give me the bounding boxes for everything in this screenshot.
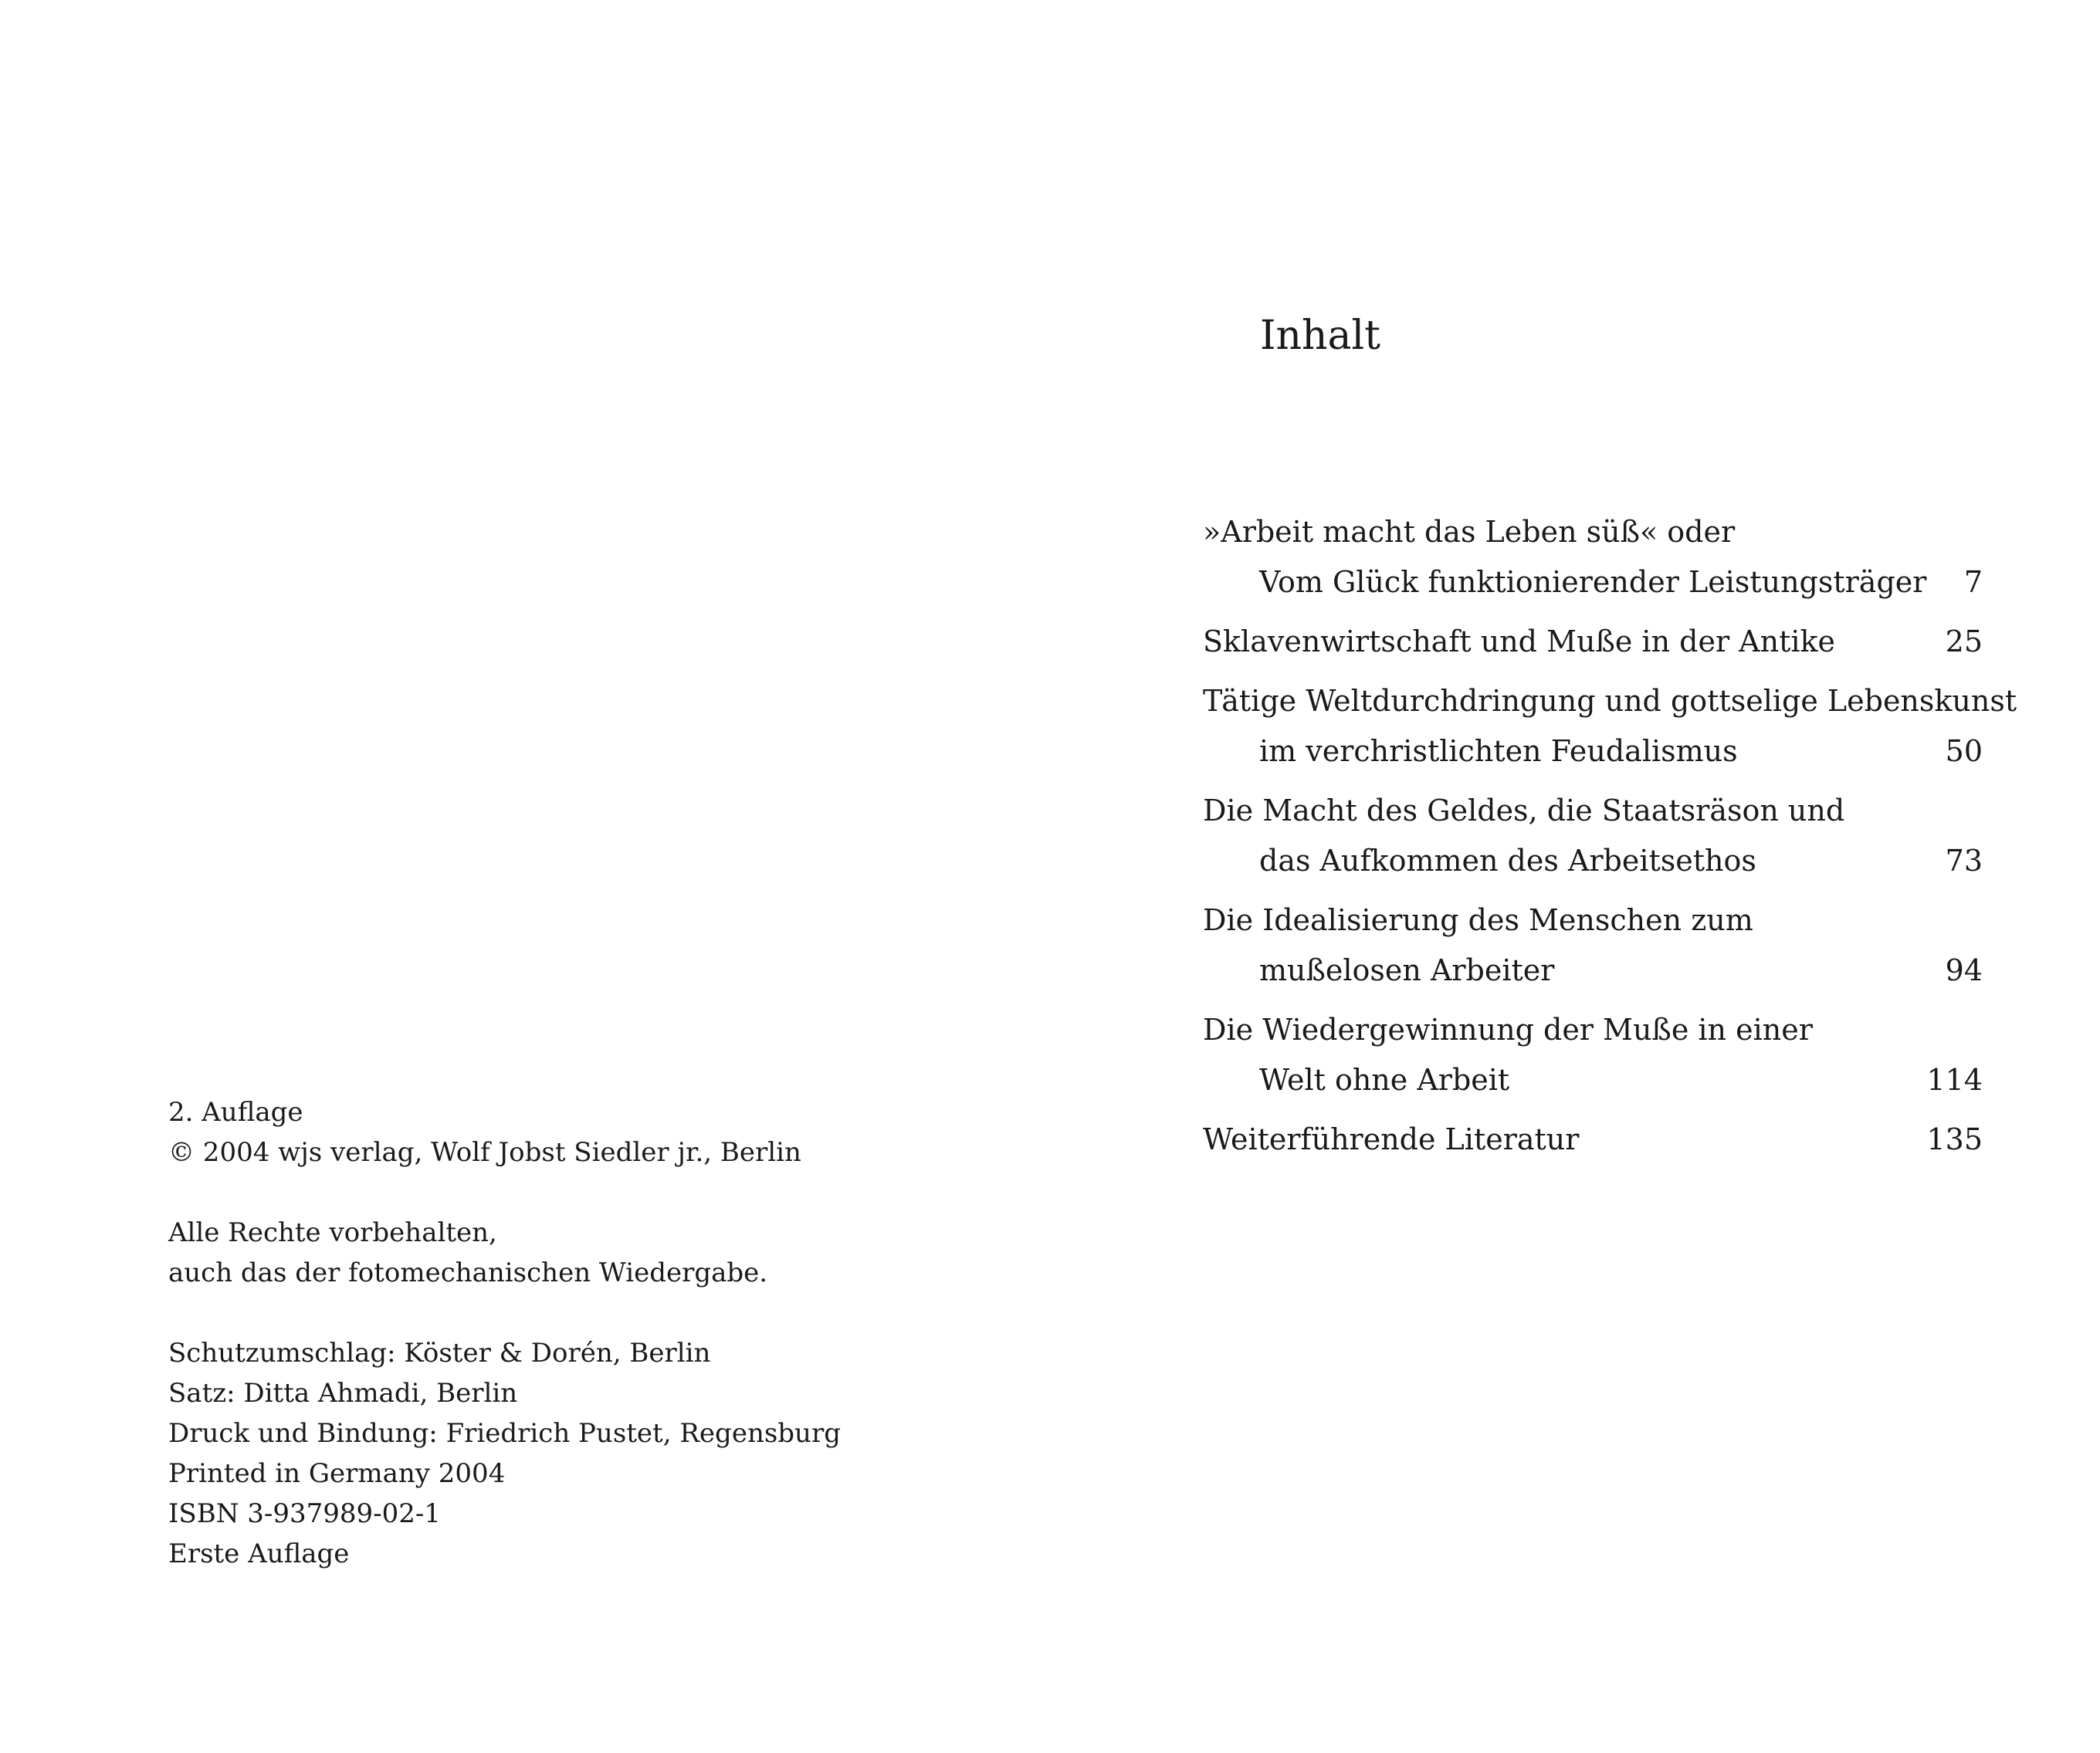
toc-entry[interactable] — [1203, 507, 1983, 607]
toc-entry[interactable] — [1203, 676, 2017, 777]
toc-entry-title: Weiterführende Literatur — [1203, 1122, 1580, 1156]
toc-entry-subtitle: Welt ohne Arbeit — [1259, 1063, 1510, 1097]
isbn-line: ISBN 3-937989-02-1 — [168, 1498, 442, 1529]
toc-entry[interactable] — [1203, 786, 1983, 886]
typesetting-credit: Satz: Ditta Ahmadi, Berlin — [168, 1378, 518, 1409]
toc-page-number: 7 — [1963, 565, 1983, 599]
imprint-page — [168, 1092, 863, 1574]
first-edition-line: Erste Auflage — [168, 1538, 350, 1569]
toc-title: Inhalt — [1260, 313, 1381, 359]
toc-entry[interactable] — [1203, 617, 1983, 667]
toc-entry[interactable] — [1203, 1005, 1983, 1105]
toc-entry-title: Die Idealisierung des Menschen zum — [1203, 903, 1753, 937]
rights-block — [168, 1213, 863, 1293]
cover-credit: Schutzumschlag: Köster & Dorén, Berlin — [168, 1338, 711, 1369]
toc-page-number: 50 — [1945, 734, 1983, 768]
toc-page-number: 73 — [1945, 844, 1983, 878]
toc-entry-subtitle: im verchristlichten Feudalismus — [1259, 734, 1738, 768]
copyright-line: © 2004 wjs verlag, Wolf Jobst Siedler jr., Berlin — [168, 1137, 801, 1168]
edition-line: 2. Auflage — [168, 1097, 303, 1128]
toc-page-number: 135 — [1926, 1122, 1983, 1156]
toc-entry-subtitle: mußelosen Arbeiter — [1259, 953, 1555, 987]
table-of-contents — [1203, 507, 2017, 1174]
toc-page-number: 114 — [1926, 1063, 1983, 1097]
toc-page-number: 94 — [1945, 953, 1983, 987]
toc-entry-title: Die Wiedergewinnung der Muße in einer — [1203, 1013, 1813, 1047]
toc-entry-title: Die Macht des Geldes, die Staatsräson und — [1203, 794, 1845, 827]
toc-entry-title: Tätige Weltdurchdringung und gottselige Lebenskunst — [1203, 684, 2017, 718]
rights-line: Alle Rechte vorbehalten, — [168, 1217, 497, 1248]
toc-entry-subtitle: das Aufkommen des Arbeitsethos — [1259, 844, 1756, 878]
printed-in-line: Printed in Germany 2004 — [168, 1458, 506, 1489]
toc-entry[interactable] — [1203, 895, 1983, 996]
edition-block — [168, 1092, 863, 1173]
toc-entry-title: Sklavenwirtschaft und Muße in der Antike — [1203, 624, 1836, 658]
toc-entry-title: »Arbeit macht das Leben süß« oder — [1203, 515, 1736, 549]
toc-page-number: 25 — [1945, 624, 1983, 658]
toc-entry-subtitle: Vom Glück funktionierender Leistungsträger — [1259, 565, 1927, 599]
printing-credit: Druck und Bindung: Friedrich Pustet, Regensburg — [168, 1418, 841, 1449]
production-block — [168, 1333, 863, 1574]
toc-entry[interactable] — [1203, 1115, 1983, 1165]
rights-line: auch das der fotomechanischen Wiedergabe. — [168, 1257, 768, 1288]
